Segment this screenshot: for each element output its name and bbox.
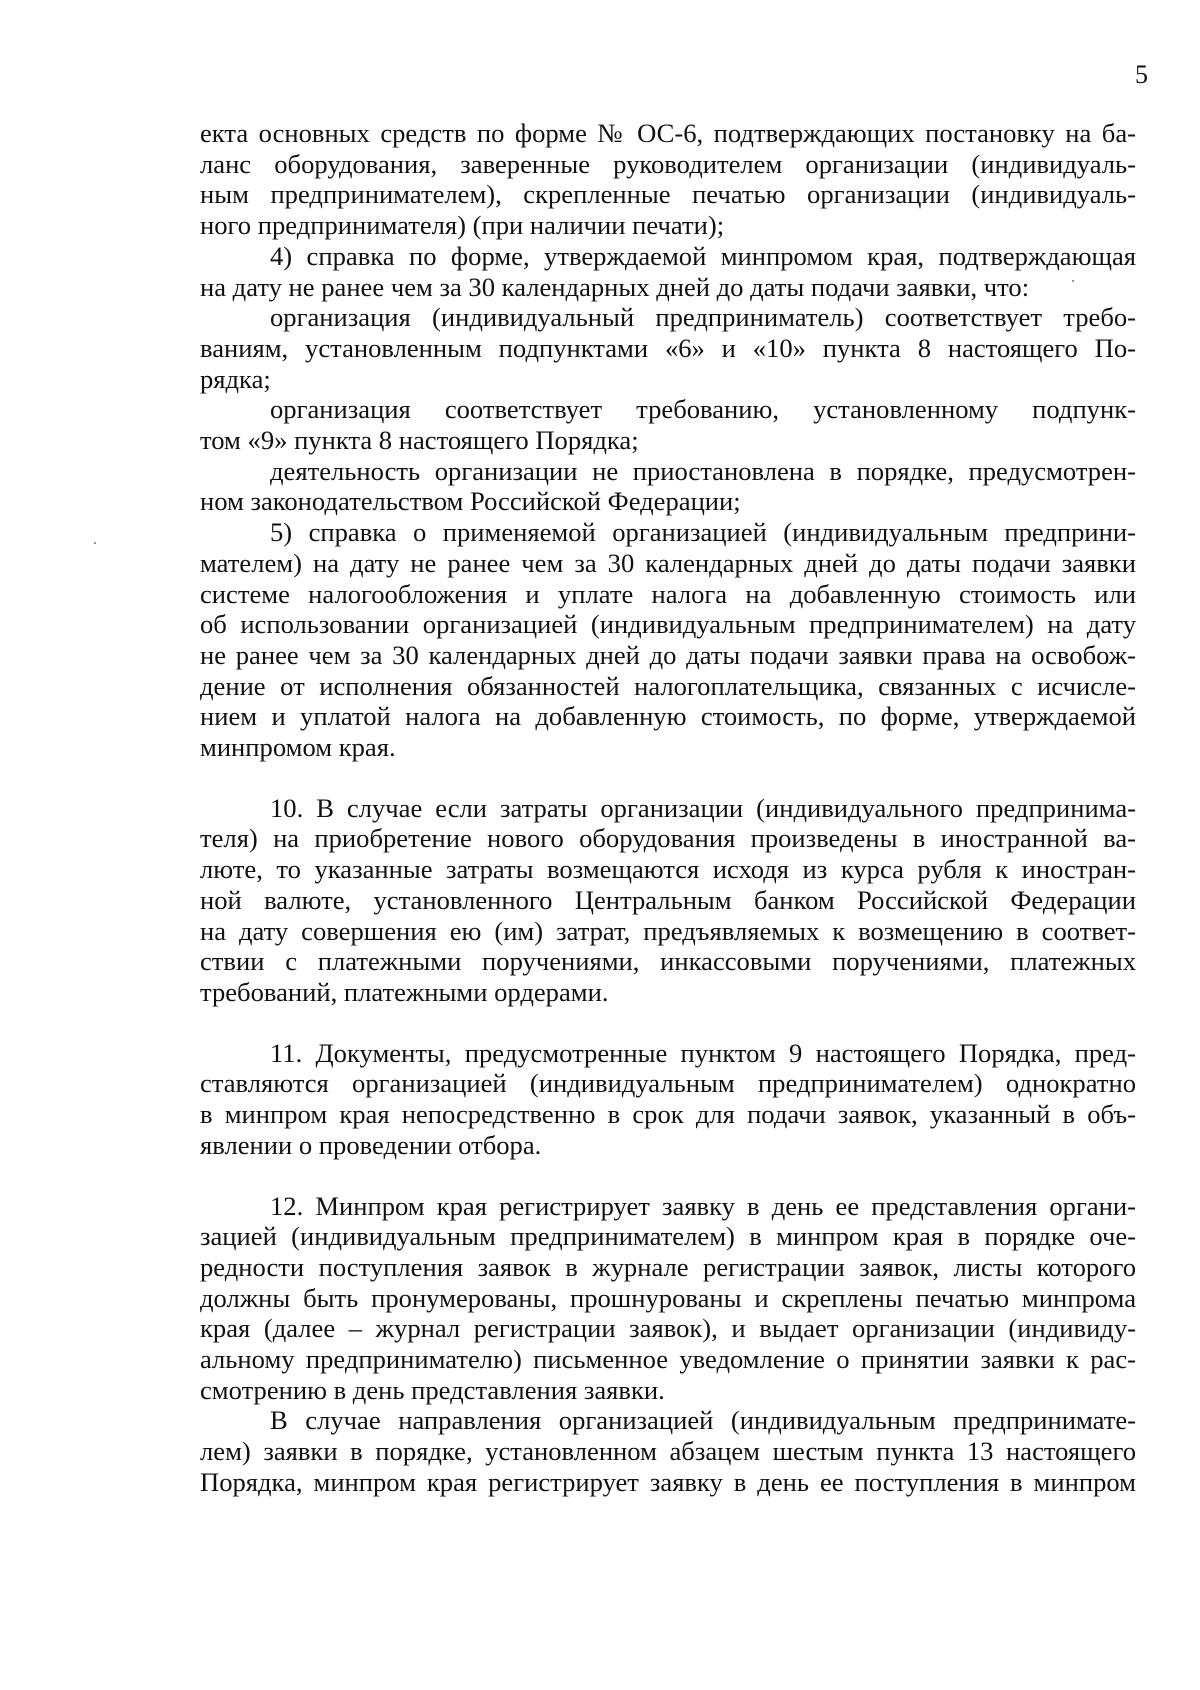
paragraph-requirement-9 [200, 394, 1136, 425]
text-line: края (далее – журнал регистрации заявок), и выдает организации (индивиду- [200, 1313, 1136, 1344]
page-number: 5 [1135, 60, 1148, 89]
text-line: 11. Документы, предусмотренные пунктом 9 настоящего Порядка, пред- [270, 1037, 1136, 1068]
paragraph-item-5 [200, 517, 1136, 732]
paragraph-item-5-end [200, 732, 1136, 763]
text-line: в минпром края непосредственно в срок для подачи заявок, указанный в объ- [200, 1099, 1136, 1130]
text-line: ного предпринимателя) (при наличии печати); [200, 210, 725, 241]
paragraph-clause-10-end [200, 977, 1136, 1008]
text-line: об использовании организацией (индивидуальным предпринимателем) на дату [200, 609, 1136, 640]
paragraph-requirement-9-end [200, 425, 1136, 456]
text-line: организация соответствует требованию, установленному подпунк- [270, 394, 1136, 425]
text-line: альному предпринимателю) письменное уведомление о принятии заявки к рас- [200, 1344, 1136, 1375]
paragraph-os6-continuation [200, 118, 1136, 210]
text-line: ваниям, установленным подпунктами «6» и «10» пункта 8 настоящего По- [200, 332, 1136, 363]
text-line: должны быть пронумерованы, прошнурованы и скреплены печатью минпрома [200, 1282, 1136, 1313]
paragraph-clause-11-end [200, 1130, 1136, 1161]
text-line: дение от исполнения обязанностей налогоплательщика, связанных с исчисле- [200, 670, 1136, 701]
text-line: не ранее чем за 30 календарных дней до даты подачи заявки права на освобож- [200, 639, 1136, 670]
text-line: 5) справка о применяемой организацией (индивидуальным предприни- [270, 517, 1136, 548]
text-line: требований, платежными ордерами. [200, 976, 609, 1007]
text-line: люте, то указанные затраты возмещаются исходя из курса рубля к иностран- [200, 854, 1136, 885]
text-line: лем) заявки в порядке, установленном абзацем шестым пункта 13 настоящего [200, 1436, 1136, 1467]
text-line: минпромом края. [200, 732, 396, 763]
text-line: рядка; [200, 363, 271, 394]
text-line: системе налогообложения и уплате налога на добавленную стоимость или [200, 578, 1136, 609]
text-line: нием и уплатой налога на добавленную стоимость, по форме, утверждаемой [200, 701, 1136, 732]
text-line: на дату не ранее чем за 30 календарных дней до даты подачи заявки, что: [200, 271, 1030, 302]
paragraph-clause-10 [200, 793, 1136, 977]
paragraph-clause-12-end [200, 1375, 1136, 1406]
text-line: 4) справка по форме, утверждаемой минпромом края, подтверждающая [270, 240, 1136, 271]
text-line: на дату совершения ею (им) затрат, предъявляемых к возмещению в соответ- [200, 915, 1136, 946]
paragraph-not-suspended-end [200, 486, 1136, 517]
paragraph-requirements-6-10-end [200, 364, 1136, 395]
text-line: Порядка, минпром края регистрирует заявку в день ее поступления в минпром [200, 1466, 1136, 1497]
text-line: смотрению в день представления заявки. [200, 1374, 665, 1405]
paragraph-requirements-6-10 [200, 302, 1136, 363]
text-line: явлении о проведении отбора. [200, 1129, 542, 1160]
text-line: ланс оборудования, заверенные руководителем организации (индивидуаль- [200, 148, 1136, 179]
text-line: том «9» пункта 8 настоящего Порядка; [200, 425, 639, 456]
scan-speck [94, 542, 96, 544]
text-line: редности поступления заявок в журнале регистрации заявок, листы которого [200, 1251, 1136, 1282]
paragraph-clause-12-second [200, 1405, 1136, 1497]
paragraph-clause-11 [200, 1038, 1136, 1130]
document-body [200, 118, 1136, 1498]
text-line: ным предпринимателем), скрепленные печатью организации (индивидуаль- [200, 179, 1136, 210]
text-line: ставляются организацией (индивидуальным предпринимателем) однократно [200, 1068, 1136, 1099]
paragraph-os6-continuation-end [200, 210, 1136, 241]
text-line: В случае направления организацией (индивидуальным предпринимате- [270, 1405, 1136, 1436]
text-line: 12. Минпром края регистрирует заявку в день ее представления органи- [270, 1190, 1136, 1221]
text-line: мателем) на дату не ранее чем за 30 календарных дней до даты подачи заявки [200, 547, 1136, 578]
text-line: зацией (индивидуальным предпринимателем) в минпром края в порядке оче- [200, 1221, 1136, 1252]
text-line: теля) на приобретение нового оборудования произведены в иностранной ва- [200, 823, 1136, 854]
text-line: екта основных средств по форме № ОС-6, подтверждающих постановку на ба- [200, 118, 1136, 148]
text-line: организация (индивидуальный предприниматель) соответствует требо- [270, 302, 1136, 333]
text-line: деятельность организации не приостановлена в порядке, предусмотрен- [270, 455, 1136, 486]
text-line: ном законодательством Российской Федерации; [200, 486, 741, 517]
text-line: ной валюте, установленного Центральным банком Российской Федерации [200, 884, 1136, 915]
text-line: ствии с платежными поручениями, инкассовыми поручениями, платежных [200, 946, 1136, 977]
paragraph-item-4 [200, 241, 1136, 272]
paragraph-not-suspended [200, 456, 1136, 487]
paragraph-item-4-end [200, 272, 1136, 303]
text-line: 10. В случае если затраты организации (индивидуального предпринима- [270, 792, 1136, 823]
paragraph-clause-12 [200, 1191, 1136, 1375]
